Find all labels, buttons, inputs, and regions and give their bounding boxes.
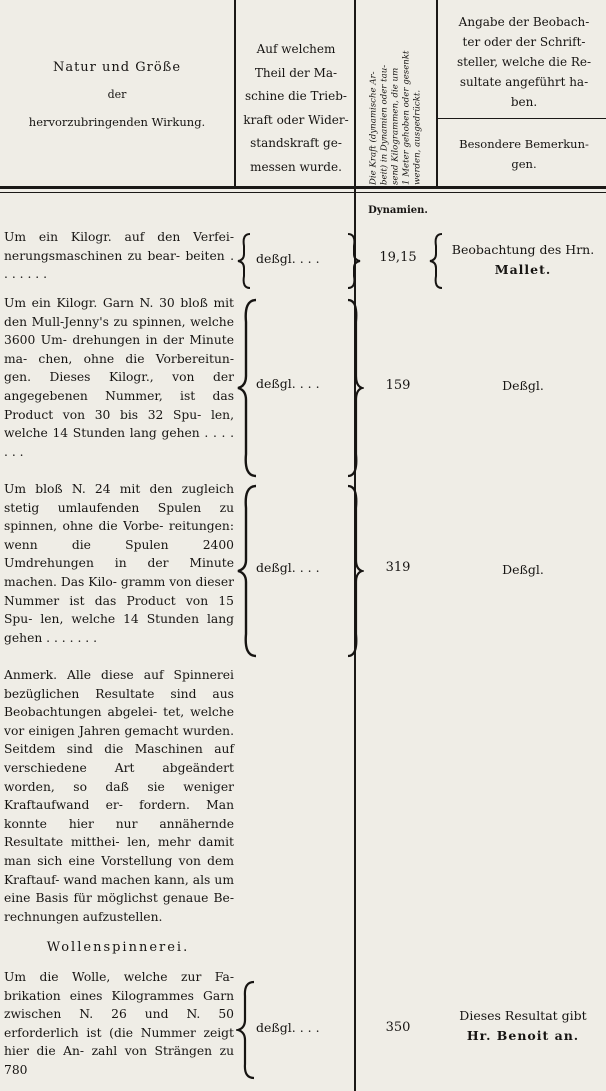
header-observer bbox=[438, 0, 606, 188]
header-machine-part bbox=[236, 0, 354, 188]
row-note-line: Dieses Resultat gibt bbox=[459, 1008, 587, 1023]
row-note-line: Hr. Benoit an. bbox=[466, 1028, 580, 1043]
header-part-line: Auf welchem bbox=[256, 42, 336, 56]
brace-icon bbox=[236, 484, 258, 658]
row-note-line: Beobachtung des Hrn. bbox=[451, 242, 595, 257]
unit-label: Dynamien. bbox=[368, 205, 428, 216]
row-value: 319 bbox=[385, 560, 411, 575]
row-description: Um bloß N. 24 mit den zugleich stetig umlaufenden Spulen zu spinnen, ohne die Vorbe- reitungen: wenn die Spulen 2400 Umdrehungen in der Minute machen. Das Kilo- gramm von dieser Nummer ist das Product von 15 Spu- len, welche 14 Stunden lang gehen . . . . . . . bbox=[4, 482, 234, 645]
row-description: Um ein Kilogr. Garn N. 30 bloß mit den Mull-Jenny's zu spinnen, welche 3600 Um- drehungen in der Minute ma- chen, ohne die Vorbereitun- gen. Dieses Kilogr., von der angegebenen Nummer, ist das Product von 30 bis 32 Spu- len, welche 14 Stunden lang gehen . . . . . . . bbox=[4, 296, 234, 459]
header-force-line: werden, ausgedrückt. bbox=[412, 89, 423, 185]
row-note bbox=[440, 560, 606, 580]
header-remarks-line: Besondere Bemerkun- bbox=[459, 137, 589, 151]
remark-paragraph: Anmerk. Alle diese auf Spinnerei bezüglichen Resultate sind aus Beobachtungen abgelei- tet, welche vor einigen Jahren gemacht wurden. Seitdem sind die Maschinen auf verschiedene Art abgeändert worden, so daß sie weniger Kraftaufwand er- fordern. Man konnte hier nur annähernde Resultate mitthei- len, mehr damit man sich eine Vorstellung von dem Kraftauf- wand machen kann, als um eine Basis für möglichst genaue Be- rechnungen aufzustellen. bbox=[4, 668, 234, 924]
header-part-line: schine die Trieb- bbox=[245, 89, 347, 103]
brace-icon bbox=[236, 232, 252, 290]
row-value: 350 bbox=[385, 1020, 411, 1035]
brace-icon bbox=[236, 298, 258, 478]
header-nature bbox=[0, 0, 234, 188]
row-description: Um ein Kilogr. auf den Verfei- nerungsmaschinen zu bear- beiten . . . . . . . bbox=[4, 230, 234, 282]
section-heading: Wollenspinnerei. bbox=[46, 940, 190, 955]
brace-icon bbox=[236, 980, 256, 1080]
row-note-line: Deßgl. bbox=[502, 378, 544, 393]
row-note bbox=[440, 376, 606, 396]
header-remarks-line: gen. bbox=[511, 157, 537, 171]
header-part-line: Theil der Ma- bbox=[254, 65, 338, 80]
row-part: deßgl. . . . bbox=[256, 560, 320, 575]
header-part-line: kraft oder Wider- bbox=[243, 112, 349, 127]
header-force-line: send Kilogrammen, die um bbox=[390, 67, 401, 185]
header-observer-line: steller, welche die Re- bbox=[456, 55, 592, 69]
header-force-line: Die Kraft (dynamische Ar- bbox=[368, 71, 379, 185]
header-rule bbox=[0, 192, 606, 193]
row-part: deßgl. . . . bbox=[256, 1020, 320, 1035]
row-value: 159 bbox=[385, 378, 411, 393]
header-force-line: beit) in Dynamien oder tau- bbox=[379, 64, 390, 185]
row-note bbox=[440, 1006, 606, 1046]
header-observer-line: Angabe der Beobach- bbox=[458, 15, 590, 29]
row-part: deßgl. . . . bbox=[256, 251, 320, 266]
header-force bbox=[356, 0, 436, 188]
header-observer-line: ter oder der Schrift- bbox=[462, 35, 586, 49]
header-part-line: messen wurde. bbox=[250, 159, 342, 174]
header-part-line: standskraft ge- bbox=[250, 136, 342, 150]
header-force-line: 1 Meter gehoben oder gesenkt bbox=[401, 50, 412, 185]
header-nature-line2: der bbox=[107, 88, 127, 101]
header-observer-line: ben. bbox=[510, 95, 538, 109]
header-nature-line3: hervorzubringenden Wirkung. bbox=[28, 115, 206, 129]
row-value: 19,15 bbox=[379, 250, 417, 265]
row-note-line: Deßgl. bbox=[502, 562, 544, 577]
row-note bbox=[440, 240, 606, 280]
header-nature-line1: Natur und Größe bbox=[52, 60, 182, 75]
row-note-line: Mallet. bbox=[494, 262, 552, 277]
header-observer-line: sultate angeführt ha- bbox=[459, 75, 589, 89]
row-description: Um die Wolle, welche zur Fa- brikation eines Kilogrammes Garn zwischen N. 26 und N. 50 erforderlich ist (die Nummer zeigt hier die An- zahl von Strängen zu 780 bbox=[4, 970, 234, 1077]
row-part: deßgl. . . . bbox=[256, 376, 320, 391]
